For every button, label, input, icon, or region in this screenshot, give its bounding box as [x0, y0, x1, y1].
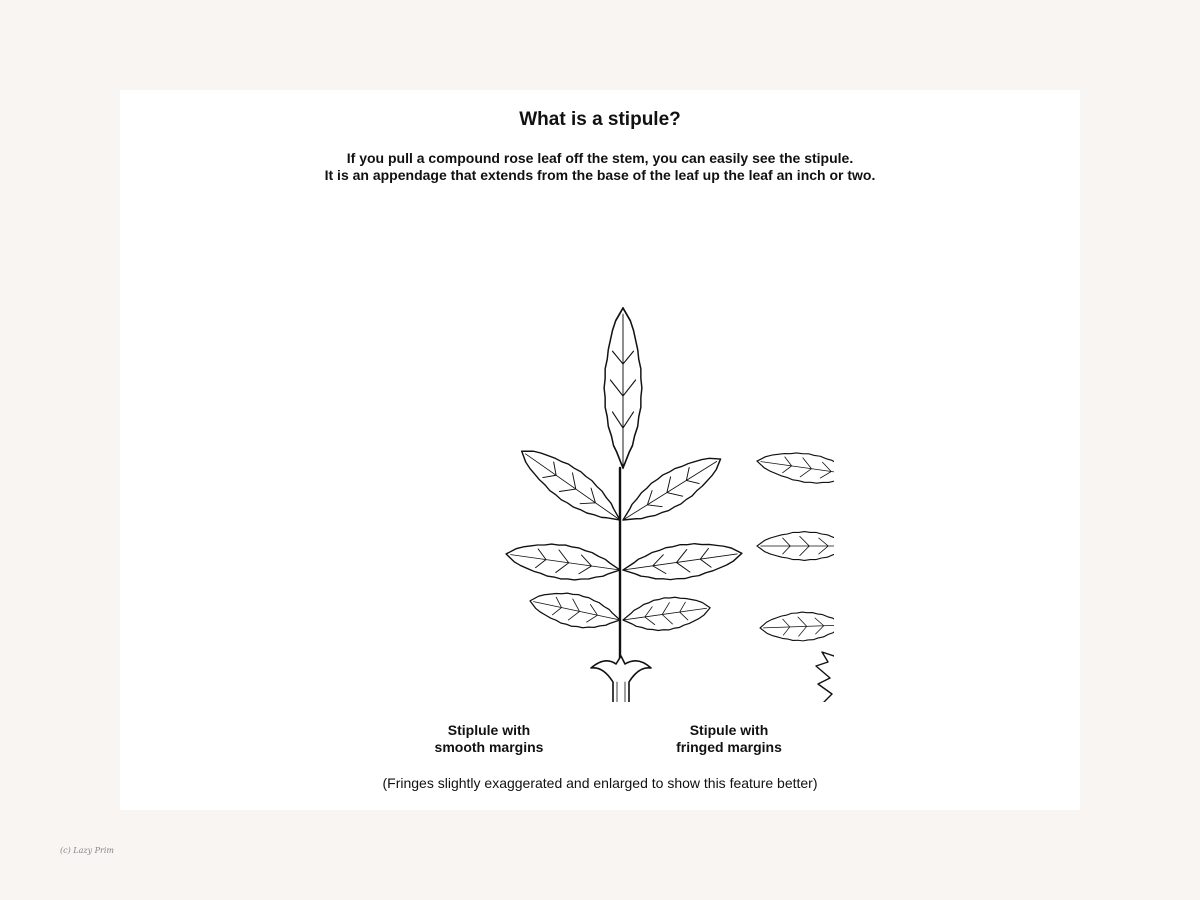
intro-line-2: It is an appendage that extends from the base of the leaf up the leaf an inch or two.: [324, 167, 876, 183]
footnote: (Fringes slightly exaggerated and enlarged to show this feature better): [382, 775, 818, 791]
rose-leaf-illustration: [382, 202, 834, 702]
credit-signature: (c) Lazy Prim: [60, 846, 114, 855]
fringed-stipule-leaf-drawing: [755, 289, 834, 702]
smooth-stipule-leaf-drawing: [504, 308, 744, 702]
page-title: What is a stipule?: [519, 109, 681, 130]
diagram-card: [120, 90, 1080, 810]
fringed-stipule-caption: [629, 722, 829, 756]
fringed-caption-line-2: fringed margins: [676, 739, 782, 755]
intro-line-1: If you pull a compound rose leaf off the stem, you can easily see the stipule.: [346, 150, 854, 166]
smooth-caption-line-1: Stiplule with: [447, 722, 531, 738]
smooth-caption-line-2: smooth margins: [434, 739, 544, 755]
smooth-stipule-caption: [389, 722, 589, 756]
intro-text: [120, 150, 1080, 184]
fringed-caption-line-1: Stipule with: [689, 722, 769, 738]
